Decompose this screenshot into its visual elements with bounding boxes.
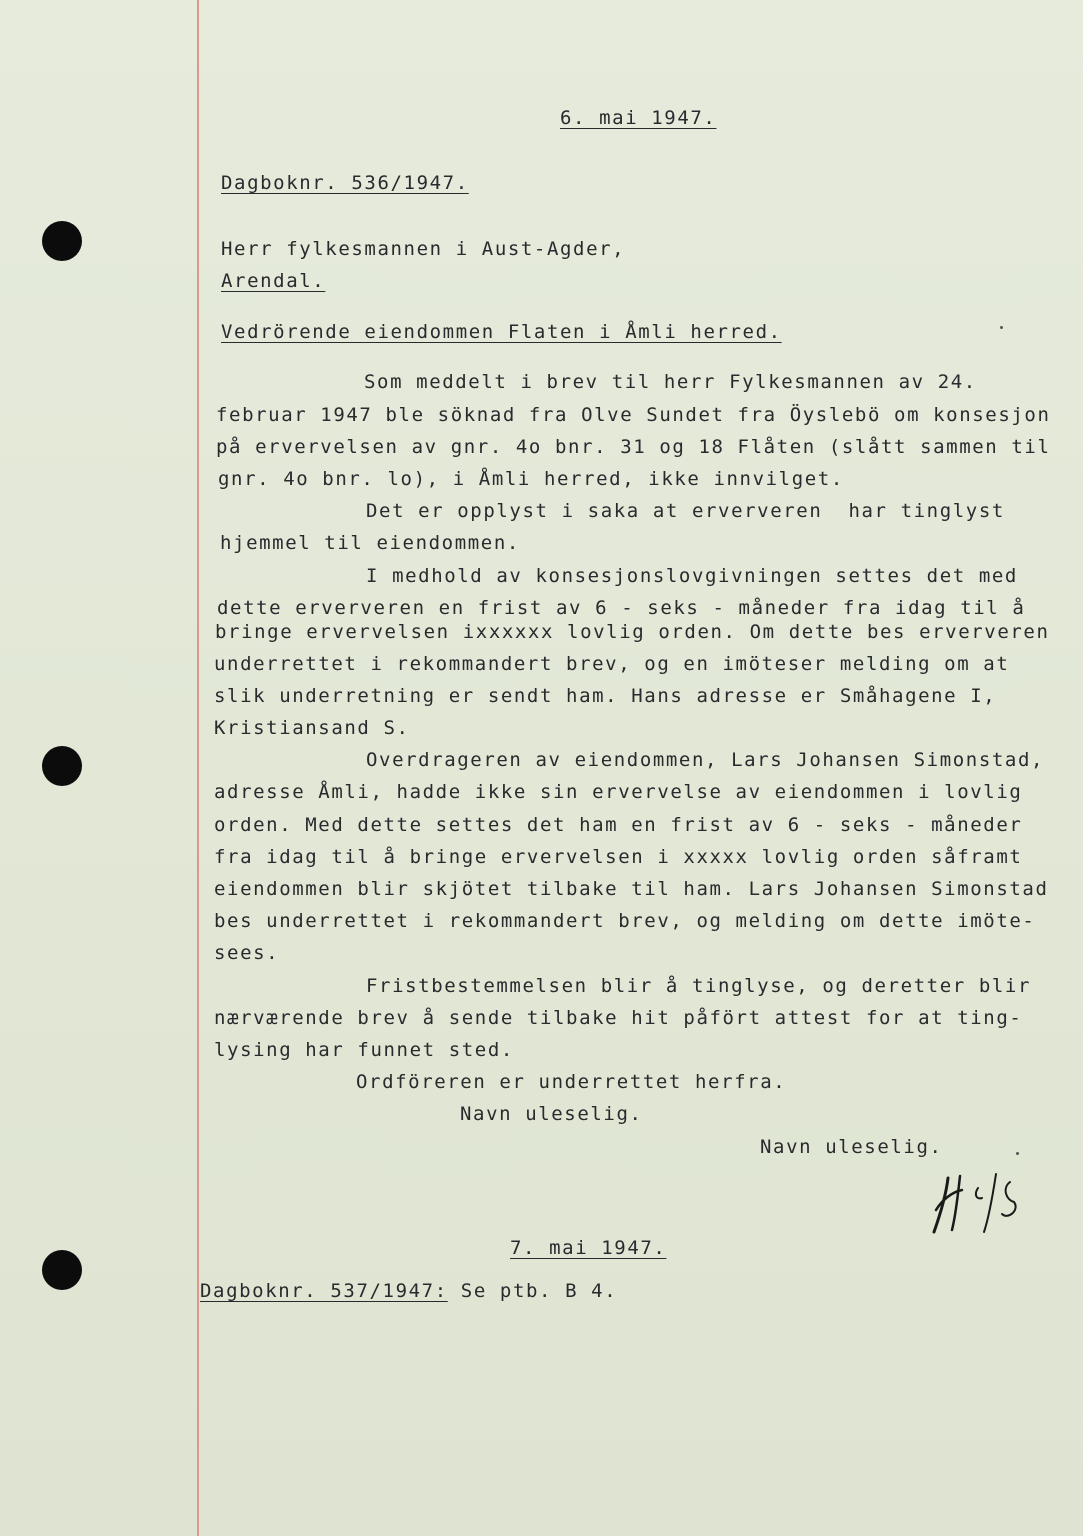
body-line: Som meddelt i brev til herr Fylkesmannen av 24. <box>364 371 977 393</box>
handwritten-initials-icon <box>928 1170 1038 1240</box>
body-line: hjemmel til eiendommen. <box>220 532 520 554</box>
punch-hole-icon <box>42 1250 82 1290</box>
body-line: I medhold av konsesjonslovgivningen settes det med <box>366 565 1018 587</box>
body-line: Ordföreren er underrettet herfra. <box>356 1071 787 1093</box>
body-line: Det er opplyst i saka at erververen har tinglyst <box>366 500 1005 522</box>
body-line: adresse Åmli, hadde ikke sin ervervelse av eiendommen i lovlig <box>214 781 1023 803</box>
body-line: nærværende brev å sende tilbake hit påfört attest for at ting- <box>214 1007 1023 1029</box>
body-line: februar 1947 ble söknad fra Olve Sundet fra Öyslebö om konsesjon <box>216 404 1051 426</box>
entry2-line <box>200 1279 617 1303</box>
body-line: Overdrageren av eiendommen, Lars Johansen Simonstad, <box>366 749 1045 771</box>
entry2-note: Se ptb. B 4. <box>460 1280 618 1302</box>
entry1-place: Arendal. <box>221 270 326 292</box>
punch-hole-icon <box>42 221 82 261</box>
body-line: på ervervelsen av gnr. 4o bnr. 31 og 18 Flåten (slått sammen til <box>216 436 1051 458</box>
signature-text: Navn uleselig. <box>460 1103 643 1125</box>
body-line: slik underretning er sendt ham. Hans adresse er Småhagene I, <box>214 685 997 707</box>
entry2-date: 7. mai 1947. <box>510 1237 667 1259</box>
body-line: Kristiansand S. <box>214 717 410 739</box>
body-line: fra idag til å bringe ervervelsen i xxxxx lovlig orden såframt <box>214 846 1023 868</box>
body-line: dette erververen en frist av 6 - seks - måneder fra idag til å <box>217 597 1026 619</box>
entry1-recipient: Herr fylkesmannen i Aust-Agder, <box>221 238 626 260</box>
body-line: sees. <box>214 942 280 964</box>
body-line: orden. Med dette settes det ham en frist av 6 - seks - måneder <box>214 814 1023 836</box>
body-line: bringe ervervelsen ixxxxxx lovlig orden. Om dette bes erververen <box>215 621 1050 643</box>
entry1-journal-number: Dagboknr. 536/1947. <box>221 172 469 194</box>
body-line: Fristbestemmelsen blir å tinglyse, og deretter blir <box>366 975 1031 997</box>
body-line: lysing har funnet sted. <box>214 1039 514 1061</box>
paper-speck <box>1000 326 1003 329</box>
signature-text: Navn uleselig. <box>760 1136 943 1158</box>
entry2-journal-number: Dagboknr. 537/1947: <box>200 1280 448 1302</box>
entry1-date: 6. mai 1947. <box>560 107 717 129</box>
paper-speck <box>1016 1152 1019 1155</box>
body-line: eiendommen blir skjötet tilbake til ham. Lars Johansen Simonstad <box>214 878 1049 900</box>
body-line: bes underrettet i rekommandert brev, og melding om dette imöte- <box>214 910 1036 932</box>
body-line: gnr. 4o bnr. lo), i Åmli herred, ikke innvilget. <box>218 468 844 490</box>
entry1-subject: Vedrörende eiendommen Flaten i Åmli herred. <box>221 321 782 343</box>
body-line: underrettet i rekommandert brev, og en imöteser melding om at <box>214 653 1010 675</box>
punch-hole-icon <box>42 746 82 786</box>
margin-line <box>197 0 199 1536</box>
